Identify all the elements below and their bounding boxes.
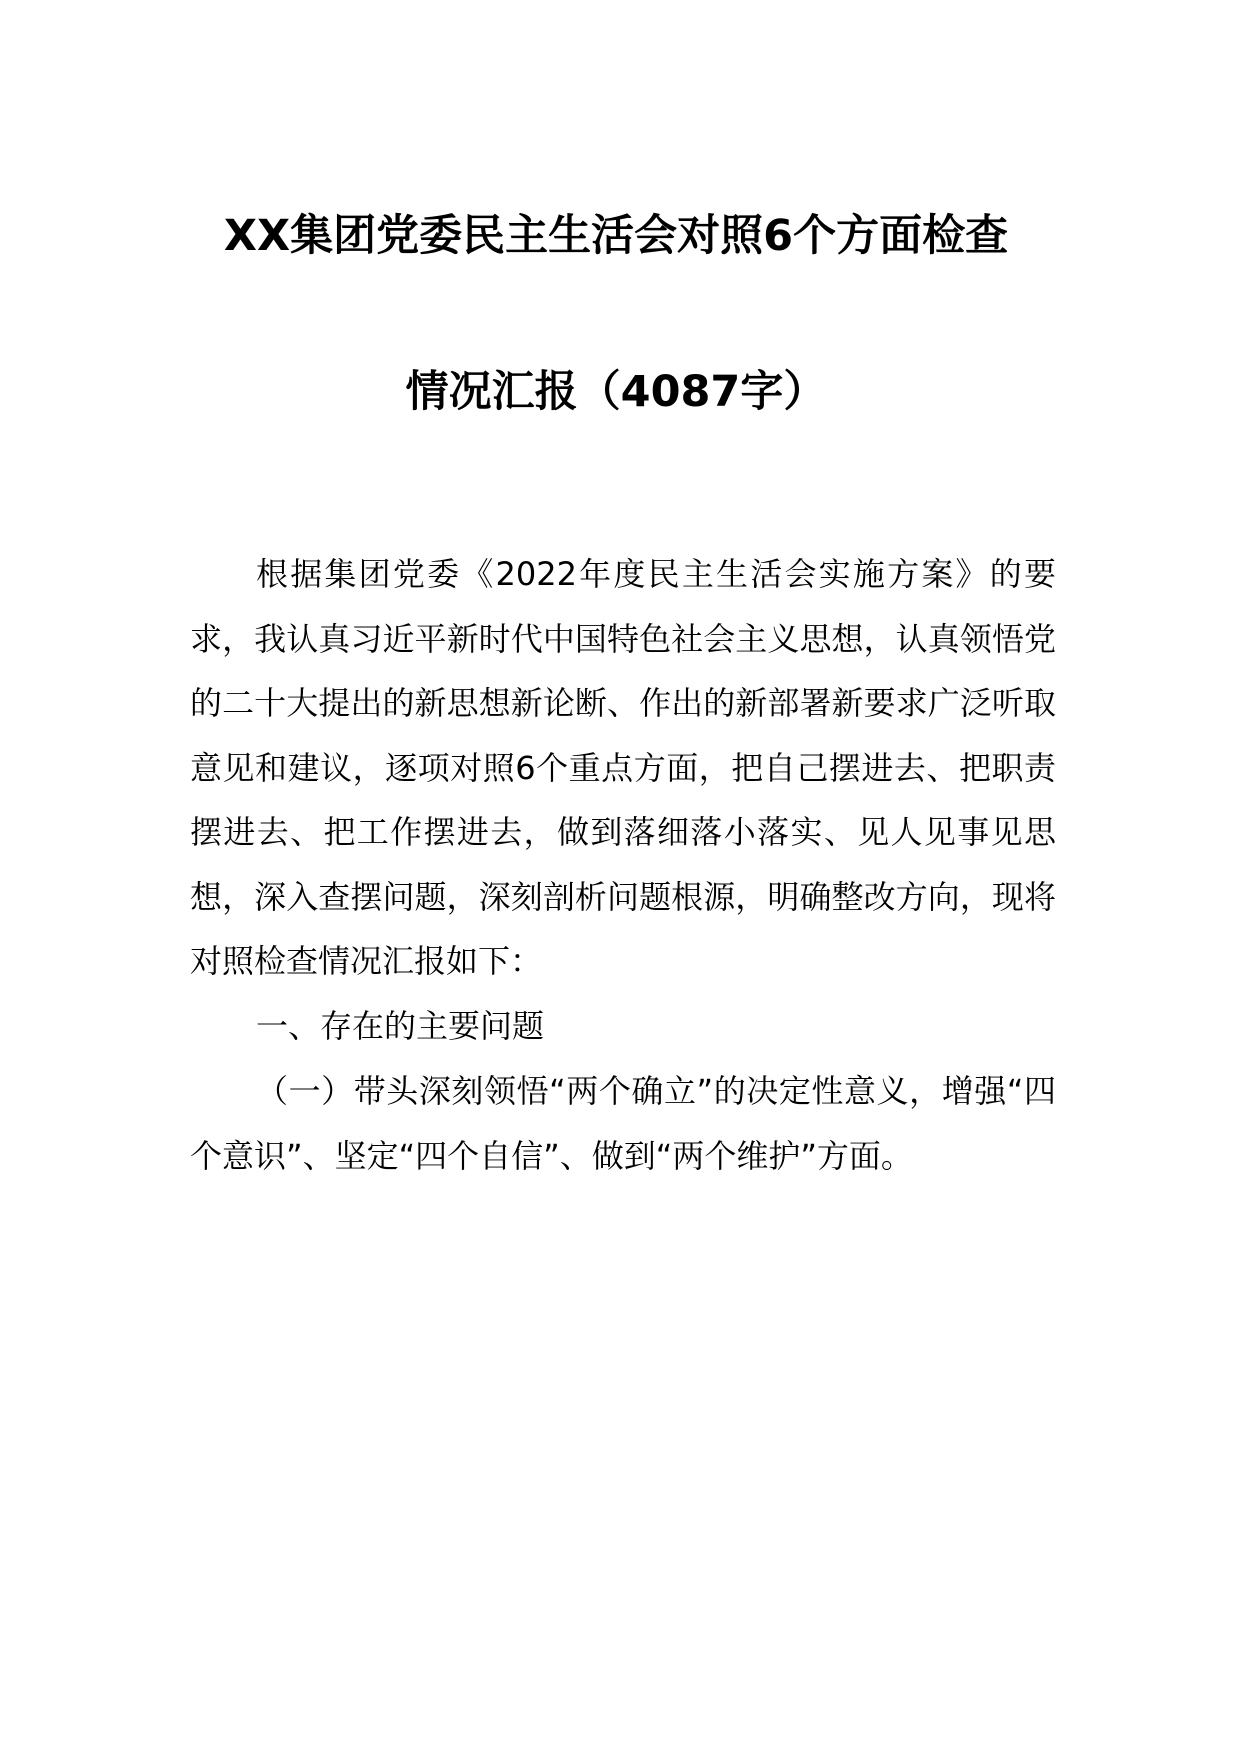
document-title-line-2: 情况汇报（4087字） — [405, 367, 827, 417]
document-title-line-1: XX集团党委民主生活会对照6个方面检查 — [223, 211, 1009, 261]
section-heading-block — [190, 994, 1056, 1059]
subsection-block — [190, 1059, 1056, 1188]
intro-block — [190, 542, 1056, 994]
section-heading: 一、存在的主要问题 — [256, 1007, 545, 1045]
subsection-paragraph: （一）带头深刻领悟“两个确立”的决定性意义，增强“四个意识”、坚定“四个自信”、做到“两个维护”方面。 — [190, 1072, 1056, 1175]
intro-paragraph: 根据集团党委《2022年度民主生活会实施方案》的要求，我认真习近平新时代中国特色社会主义思想，认真领悟党的二十大提出的新思想新论断、作出的新部署新要求广泛听取意见和建议，逐项对照6个重点方面，把自己摆进去、把职责摆进去、把工作摆进去，做到落细落小落实、见人见事见思想，深入查摆问题，深刻剖析问题根源，明确整改方向，现将对照检查情况汇报如下： — [190, 555, 1056, 980]
